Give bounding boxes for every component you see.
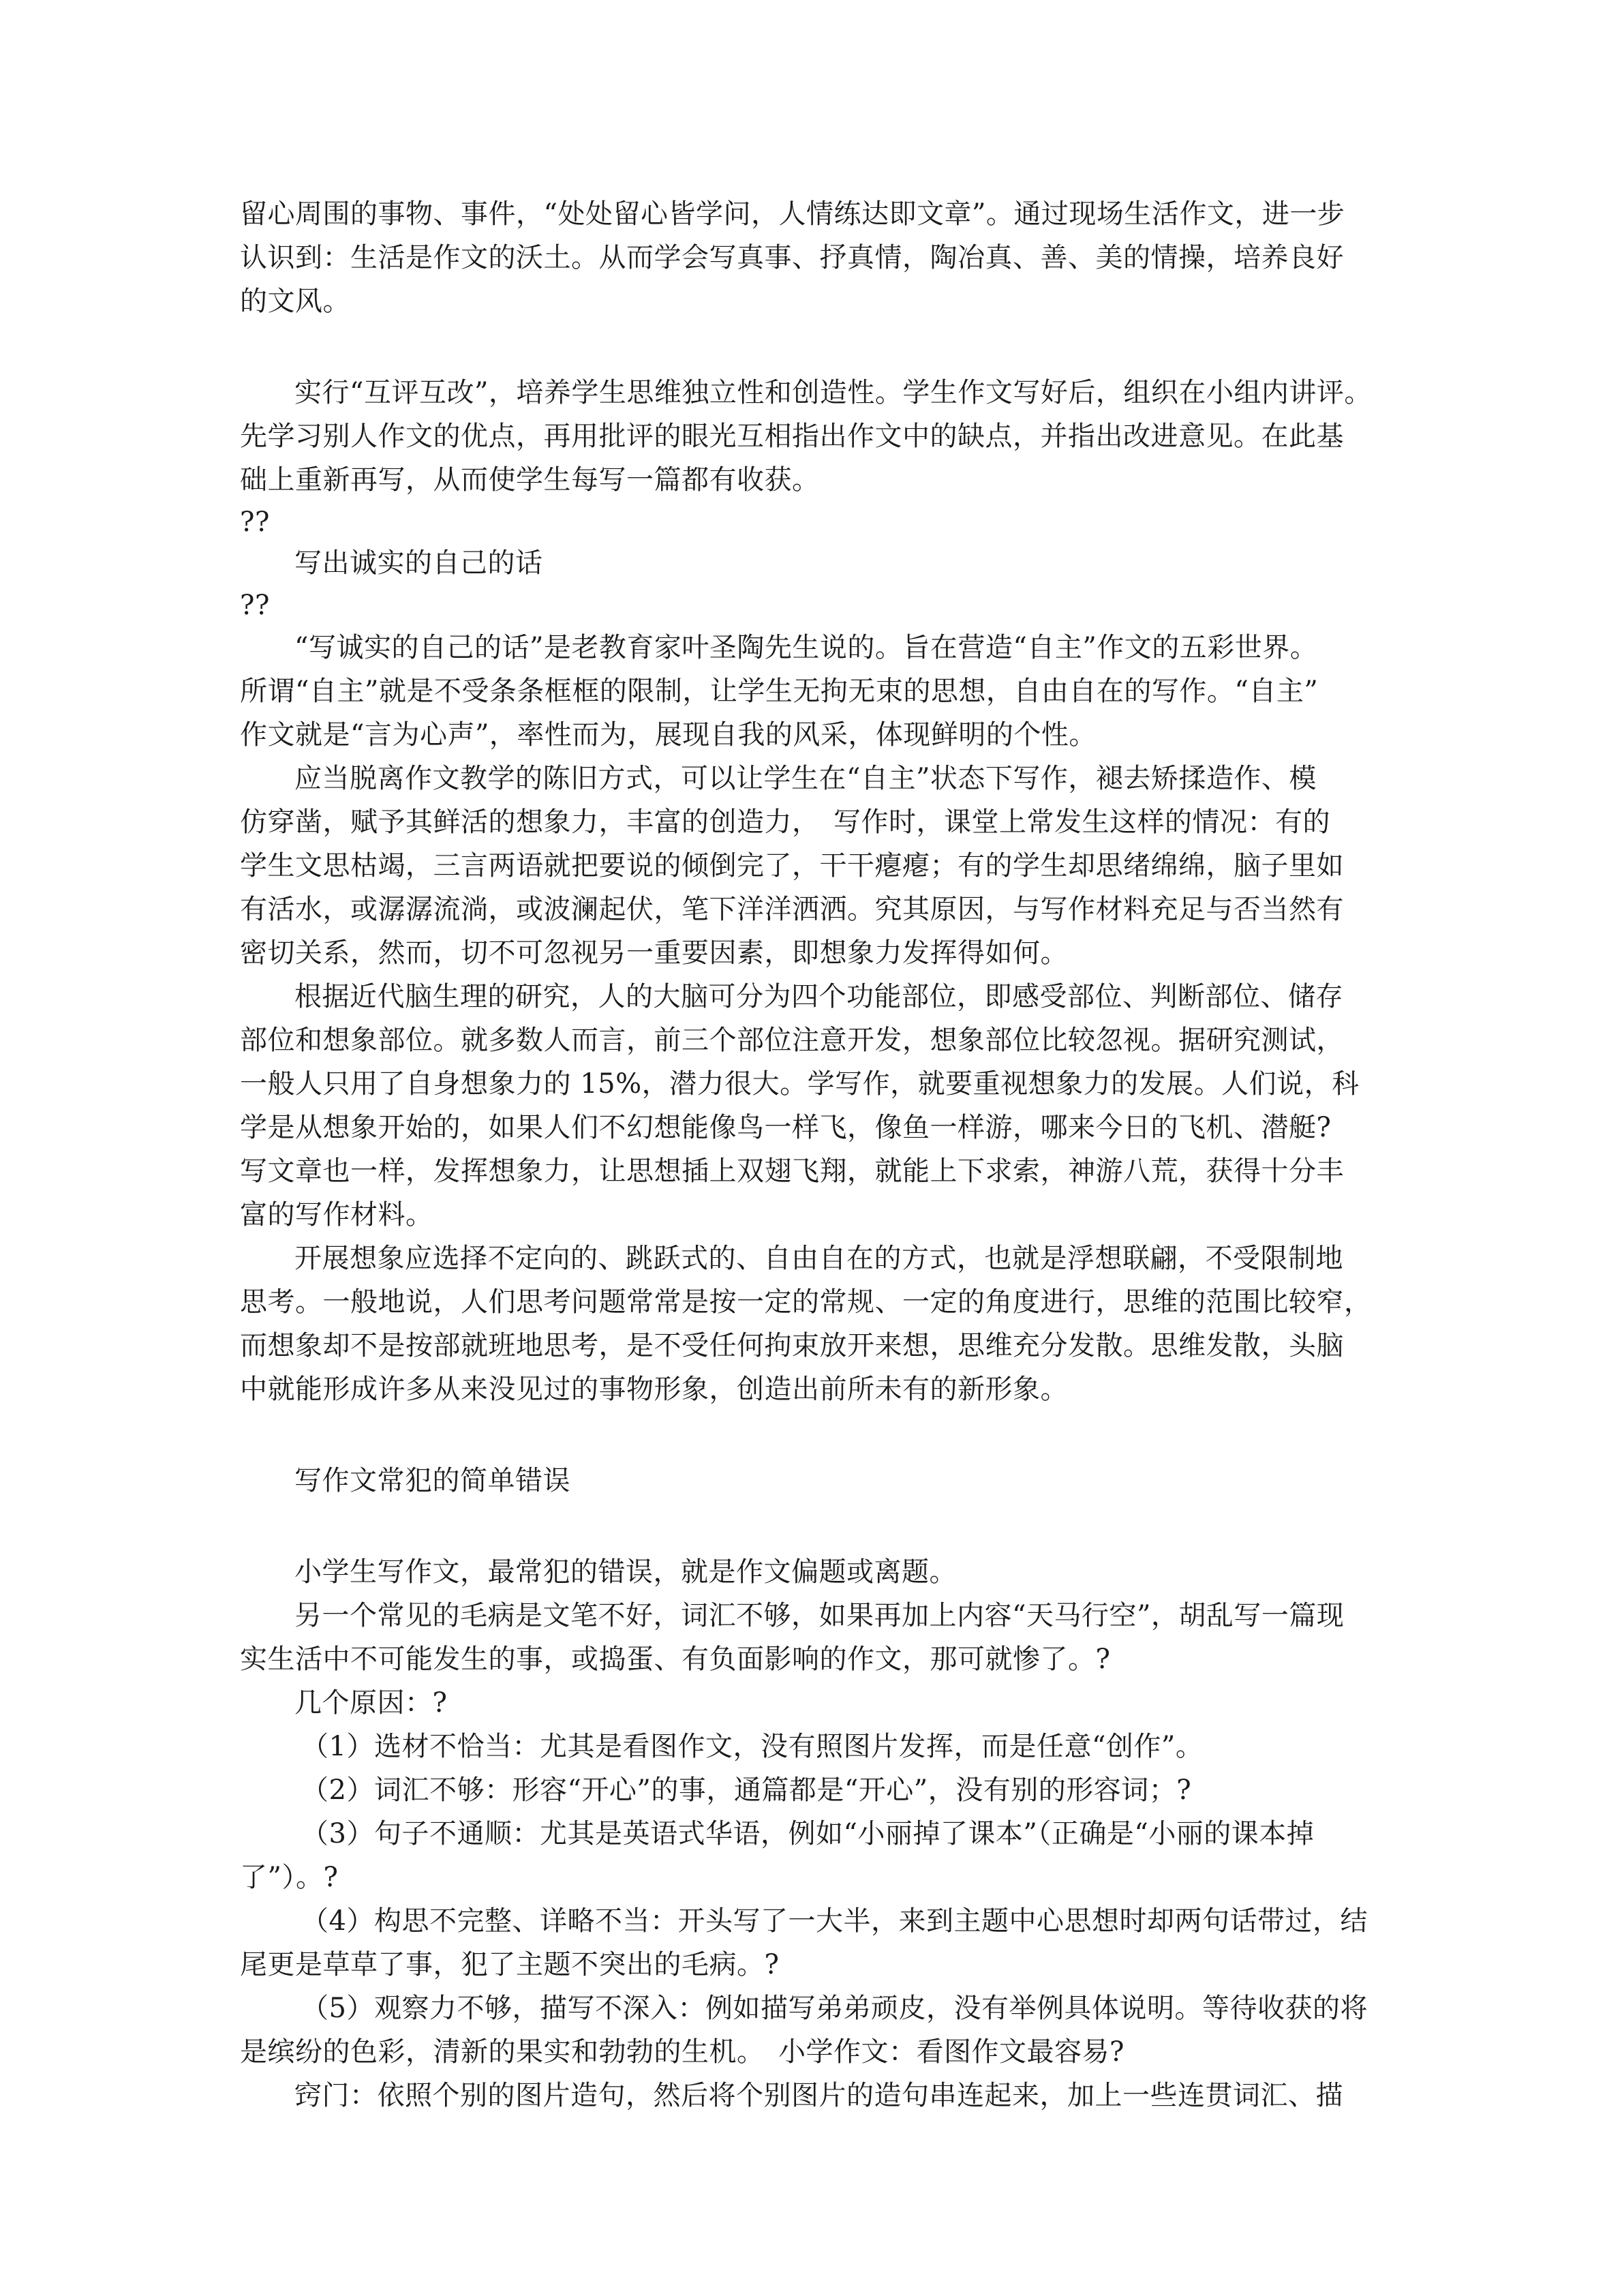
paragraph-line: 部位和想象部位。就多数人而言，前三个部位注意开发，想象部位比较忽视。据研究测试，: [240, 1025, 1344, 1056]
paragraph-line: 开展想象应选择不定向的、跳跃式的、自由自在的方式，也就是浮想联翩，不受限制地: [294, 1243, 1343, 1274]
paragraph-line: 实生活中不可能发生的事，或捣蛋、有负面影响的作文，那可就惨了。?: [240, 1644, 1111, 1675]
list-item-continuation: 尾更是草草了事，犯了主题不突出的毛病。?: [240, 1949, 780, 1980]
paragraph-line: 思考。一般地说，人们思考问题常常是按一定的常规、一定的角度进行，思维的范围比较窄，: [240, 1286, 1372, 1318]
paragraph-line: 窍门：依照个别的图片造句，然后将个别图片的造句串连起来，加上一些连贯词汇、描: [294, 2080, 1343, 2111]
paragraph-line: 小学生写作文，最常犯的错误，就是作文偏题或离题。: [294, 1556, 957, 1588]
list-item-continuation: 是缤纷的色彩，清新的果实和勃勃的生机。 小学作文：看图作文最容易?: [240, 2036, 1124, 2068]
placeholder-marks: ??: [240, 507, 270, 538]
paragraph-line: 础上重新再写，从而使学生每写一篇都有收获。: [240, 464, 820, 496]
section-heading: 写作文常犯的简单错误: [294, 1465, 570, 1496]
list-item: （4）构思不完整、详略不当：开头写了一大半，来到主题中心思想时却两句话带过，结: [301, 1905, 1368, 1937]
paragraph-line: 所谓“自主”就是不受条条框框的限制，让学生无拘无束的思想，自由自在的写作。“自主”: [240, 676, 1319, 707]
paragraph-line: 应当脱离作文教学的陈旧方式，可以让学生在“自主”状态下写作，褪去矫揉造作、模: [294, 763, 1317, 794]
paragraph-line: 写文章也一样，发挥想象力，让思想插上双翅飞翔，就能上下求索，神游八荒，获得十分丰: [240, 1155, 1344, 1187]
paragraph-line: 学是从想象开始的，如果人们不幻想能像鸟一样飞，像鱼一样游，哪来今日的飞机、潜艇?: [240, 1112, 1332, 1143]
paragraph-line: 留心周围的事物、事件，“处处留心皆学问，人情练达即文章”。通过现场生活作文，进一步: [240, 198, 1345, 230]
paragraph-line: 另一个常见的毛病是文笔不好，词汇不够，如果再加上内容“天马行空”，胡乱写一篇现: [294, 1600, 1345, 1631]
list-item: （2）词汇不够：形容“开心”的事，通篇都是“开心”，没有别的形容词；?: [301, 1774, 1192, 1806]
list-item: （5）观察力不够，描写不深入：例如描写弟弟顽皮，没有举例具体说明。等待收获的将: [301, 1993, 1368, 2024]
paragraph-line: 学生文思枯竭，三言两语就把要说的倾倒完了，干干瘪瘪；有的学生却思绪绵绵，脑子里如: [240, 850, 1344, 881]
paragraph-line: 作文就是“言为心声”，率性而为，展现自我的风采，体现鲜明的个性。: [240, 719, 1097, 751]
paragraph-line: 先学习别人作文的优点，再用批评的眼光互相指出作文中的缺点，并指出改进意见。在此基: [240, 421, 1344, 452]
paragraph-line: 密切关系，然而，切不可忽视另一重要因素，即想象力发挥得如何。: [240, 937, 1068, 969]
paragraph-line: 认识到：生活是作文的沃土。从而学会写真事、抒真情，陶冶真、善、美的情操，培养良好: [240, 242, 1344, 273]
paragraph-line: 的文风。: [240, 286, 350, 317]
paragraph-line: 一般人只用了自身想象力的 15%，潜力很大。学写作，就要重视想象力的发展。人们说，科: [240, 1068, 1360, 1100]
placeholder-marks: ??: [240, 590, 270, 621]
list-item-continuation: 了”）。?: [240, 1862, 339, 1893]
paragraph-line: 而想象却不是按部就班地思考，是不受任何拘束放开来想，思维充分发散。思维发散，头脑: [240, 1330, 1344, 1361]
list-item: （3）句子不通顺：尤其是英语式华语，例如“小丽掉了课本”（正确是“小丽的课本掉: [301, 1818, 1315, 1849]
paragraph-line: 仿穿凿，赋予其鲜活的想象力，丰富的创造力， 写作时，课堂上常发生这样的情况：有的: [240, 806, 1330, 838]
paragraph-line: “写诚实的自己的话”是老教育家叶圣陶先生说的。旨在营造“自主”作文的五彩世界。: [294, 632, 1318, 663]
paragraph-line: 实行“互评互改”，培养学生思维独立性和创造性。学生作文写好后，组织在小组内讲评。: [294, 377, 1372, 408]
section-heading: 写出诚实的自己的话: [294, 547, 543, 579]
paragraph-line: 中就能形成许多从来没见过的事物形象，创造出前所未有的新形象。: [240, 1374, 1068, 1405]
paragraph-line: 根据近代脑生理的研究，人的大脑可分为四个功能部位，即感受部位、判断部位、储存: [294, 981, 1343, 1012]
list-item: （1）选材不恰当：尤其是看图作文，没有照图片发挥，而是任意“创作”。: [301, 1731, 1204, 1762]
paragraph-line: 富的写作材料。: [240, 1199, 433, 1230]
paragraph-line: 几个原因：?: [294, 1687, 448, 1719]
paragraph-line: 有活水，或潺潺流淌，或波澜起伏，笔下洋洋洒洒。究其原因，与写作材料充足与否当然有: [240, 894, 1344, 925]
